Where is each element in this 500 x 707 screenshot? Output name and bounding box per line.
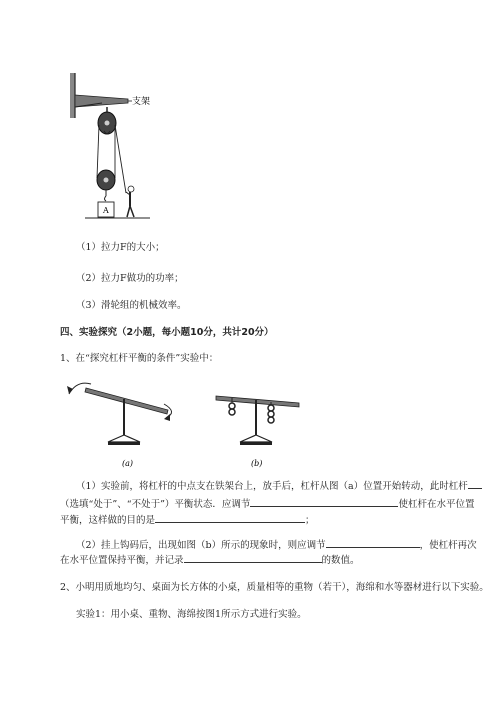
fig-b-label: (b) <box>251 459 263 468</box>
section-title: 四、实验探究（2小题，每小题10分，共计20分） <box>60 327 274 338</box>
answer-blank-adjust-b[interactable] <box>326 538 420 548</box>
question-item-3: （3）滑轮组的机械效率。 <box>76 300 187 311</box>
answer-blank-adjust[interactable] <box>250 497 398 507</box>
bracket-label: 支架 <box>132 97 151 107</box>
answer-blank-purpose[interactable] <box>155 513 305 523</box>
q1-part1-line3: 平衡，这样做的目的是 ； <box>60 515 315 526</box>
q1-intro: 1、在“探究杠杆平衡的条件”实验中： <box>60 353 219 364</box>
lever-figure <box>64 376 304 470</box>
q2-intro: 2、小明用质地均匀、桌面为长方体的小桌，质量相等的重物（若干），海绵和水等器材进行以下实验。 <box>60 582 489 593</box>
q1-part1-line2: （选填“处于”、“不处于”）平衡状态．应调节 使杠杆在水平位置 <box>60 499 475 510</box>
q1-part2-line1: （2）挂上钩码后，出现如图（b）所示的现象时，则应调节 ，使杠杆再次 <box>76 540 477 551</box>
lever-figure-a <box>67 383 172 468</box>
block-label: A <box>103 206 109 215</box>
q1-part1-line1: （1）实验前，将杠杆的中点支在铁架台上，放手后，杠杆从图（a）位置开始转动，此时杠杆 <box>76 478 482 492</box>
wall <box>70 73 75 118</box>
fig-a-label: (a) <box>122 459 134 468</box>
question-item-2: （2）拉力F做功的功率； <box>76 273 184 284</box>
q1-part2-line2: 在水平位置保持平衡，并记录 的数值。 <box>60 555 360 566</box>
answer-blank-balance[interactable] <box>468 479 482 489</box>
pulley-figure <box>60 68 170 223</box>
bracket <box>75 95 128 107</box>
q2-experiment1: 实验1：用小桌、重物、海绵按图1所示方式进行实验。 <box>76 609 307 620</box>
person <box>128 186 134 192</box>
lever-figure-b <box>216 396 299 468</box>
question-item-1: （1）拉力F的大小； <box>76 242 165 253</box>
answer-blank-record[interactable] <box>184 553 322 563</box>
